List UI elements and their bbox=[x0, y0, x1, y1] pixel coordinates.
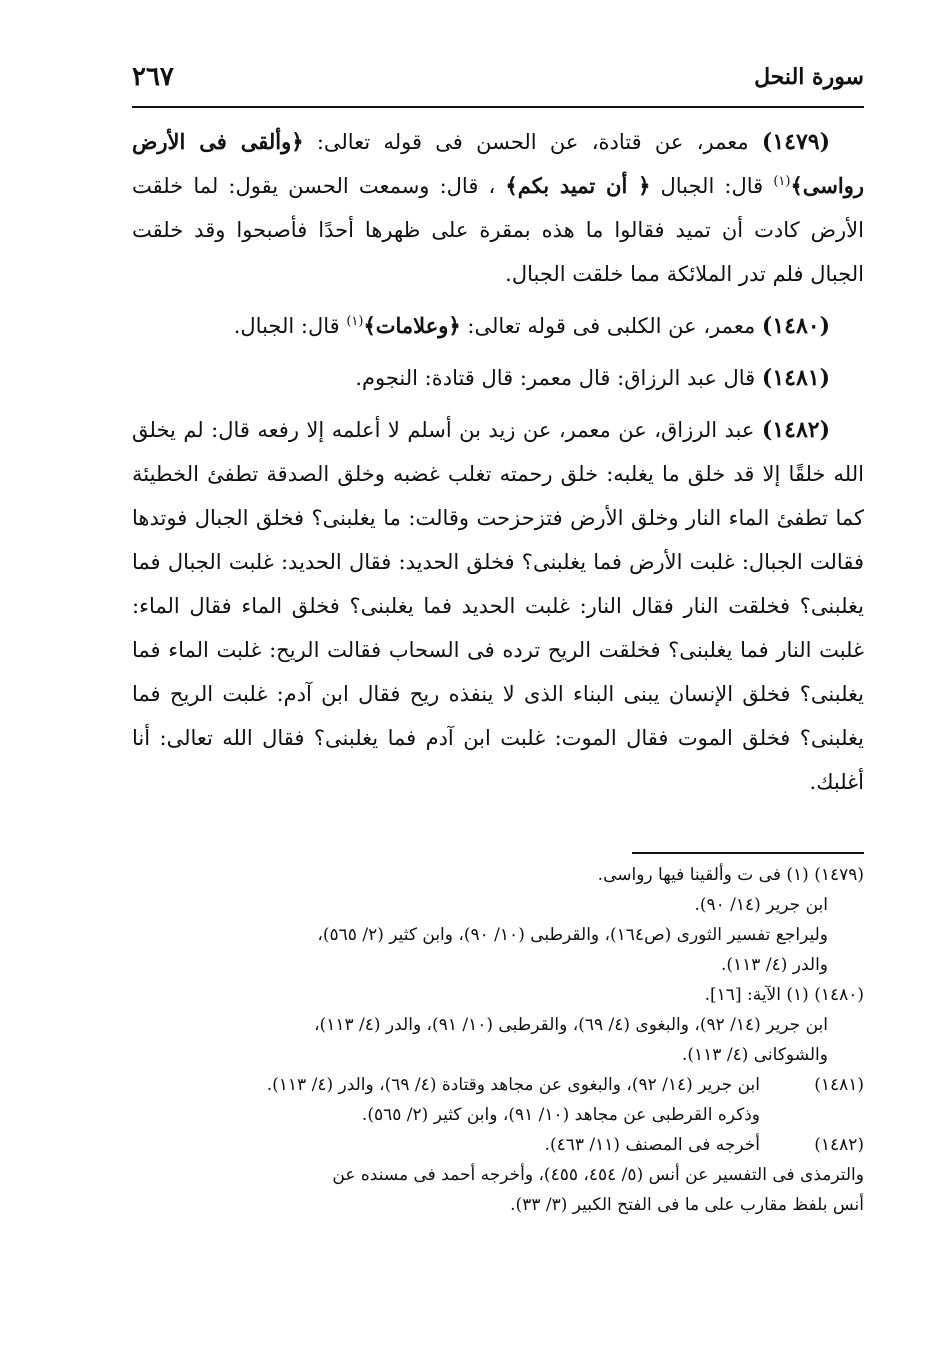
footnotes bbox=[132, 860, 864, 1220]
footnote-key: (١٤٨٢) bbox=[814, 1135, 864, 1155]
footnote-ref: (١) bbox=[773, 174, 791, 189]
page-number: ٢٦٧ bbox=[132, 62, 174, 92]
paragraph-text: قال: الجبال bbox=[650, 174, 774, 198]
narration-number: (١٤٨٠) bbox=[761, 313, 830, 339]
narration-number: (١٤٨٢) bbox=[761, 417, 830, 443]
quran-quote: ﴿ أن تميد بكم﴾ bbox=[505, 173, 651, 198]
paragraph-1480 bbox=[132, 304, 864, 348]
footnote-line: وليراجع تفسير الثورى (ص١٦٤)، والقرطبى (١٠/ ٩٠)، وابن كثير (٢/ ٥٦٥)، bbox=[317, 925, 828, 945]
footnote-line: (١٤٧٩) (١) فى ت وألقينا فيها رواسى. bbox=[597, 865, 864, 885]
paragraph-1479 bbox=[132, 120, 864, 296]
footnote-line: (١٤٨٠) (١) الآية: [١٦]. bbox=[704, 985, 864, 1005]
footnote-1480 bbox=[132, 980, 864, 1070]
footnote-line: والشوكانى (٤/ ١١٣). bbox=[681, 1045, 828, 1065]
footnote-line: أخرجه فى المصنف (١١/ ٤٦٣). bbox=[544, 1135, 760, 1155]
footnote-line: والدر (٤/ ١١٣). bbox=[720, 955, 828, 975]
paragraph-1481 bbox=[132, 356, 864, 400]
footnote-line: ابن جرير (١٤/ ٩٢)، والبغوى عن مجاهد وقتادة (٤/ ٦٩)، والدر (٤/ ١١٣). bbox=[266, 1075, 760, 1095]
footnote-1479 bbox=[132, 860, 864, 980]
footnote-rule bbox=[632, 852, 864, 854]
footnote-line: وذكره القرطبى عن مجاهد (١٠/ ٩١)، وابن كثير (٢/ ٥٦٥). bbox=[361, 1105, 760, 1125]
page-header bbox=[132, 64, 864, 100]
paragraph-text: عبد الرزاق، عن معمر، عن زيد بن أسلم لا أعلمه إلا رفعه قال: لم يخلق الله خلقًا إلا قد خلق ما يغلبه: خلق رحمته تغلب غضبه وخلق الصدقة تطفئ الخطيئة كما تطفئ الماء النار وخلق الأرض فتزحزحت وقالت: ما يغلبنى؟ فخلق الجبال فوتدها فقالت الجبال: غلبت الأرض فما يغلبنى؟ فخلق الحديد: فقال الحديد: غلبت الجبال فما يغلبنى؟ فخلقت النار فقال النار: غلبت الحديد فما يغلبنى؟ فخلق الماء فقال الماء: غلبت النار فما يغلبنى؟ فخلقت الريح ترده فى السحاب فقالت الريح: غلبت الماء فما يغلبنى؟ فخلق الإنسان يبنى البناء الذى لا ينفذه ريح فقال ابن آدم: غلبت الريح فما يغلبنى؟ فخلق الموت فقال الموت: غلبت ابن آدم فما يغلبنى؟ فقال الله تعالى: أنا أغلبك. bbox=[132, 418, 864, 794]
footnote-1481 bbox=[132, 1070, 864, 1130]
paragraph-1482 bbox=[132, 408, 864, 804]
footnote-1482 bbox=[132, 1130, 864, 1220]
paragraph-text: معمر، عن الكلبى فى قوله تعالى: bbox=[460, 314, 762, 338]
surah-title: سورة النحل bbox=[754, 64, 864, 90]
footnote-line: أنس بلفظ مقارب على ما فى الفتح الكبير (٣/ ٣٣). bbox=[510, 1195, 864, 1215]
paragraph-text: معمر، عن قتادة، عن الحسن فى قوله تعالى: bbox=[303, 130, 762, 154]
quran-quote: ﴿وعلامات﴾ bbox=[363, 313, 461, 338]
footnote-line: والترمذى فى التفسير عن أنس (٥/ ٤٥٤، ٤٥٥)، وأخرجه أحمد فى مسنده عن bbox=[332, 1165, 864, 1185]
paragraph-text: قال عبد الرزاق: قال معمر: قال قتادة: النجوم. bbox=[355, 366, 762, 390]
footnote-key: (١٤٨١) bbox=[814, 1075, 864, 1095]
main-text bbox=[132, 120, 864, 812]
footnote-line: ابن جرير (١٤/ ٩٢)، والبغوى (٤/ ٦٩)، والقرطبى (١٠/ ٩١)، والدر (٤/ ١١٣)، bbox=[314, 1015, 828, 1035]
narration-number: (١٤٧٩) bbox=[761, 129, 830, 155]
footnote-ref: (١) bbox=[346, 314, 364, 329]
narration-number: (١٤٨١) bbox=[761, 365, 830, 391]
paragraph-text: ، قال: وسمعت الحسن يقول: لما خلقت الأرض كادت أن تميد فقالوا ما هذه بمقرة على ظهرها أحدًا فأصبحوا وقد خلقت الجبال فلم تدر الملائكة مما خلقت الجبال. bbox=[132, 174, 864, 286]
footnote-line: ابن جرير (١٤/ ٩٠). bbox=[694, 895, 828, 915]
quran-quote: ﴿وألقى فى الأرض رواسى﴾ bbox=[132, 129, 865, 198]
paragraph-text: قال: الجبال. bbox=[233, 314, 347, 338]
header-rule bbox=[132, 106, 864, 108]
